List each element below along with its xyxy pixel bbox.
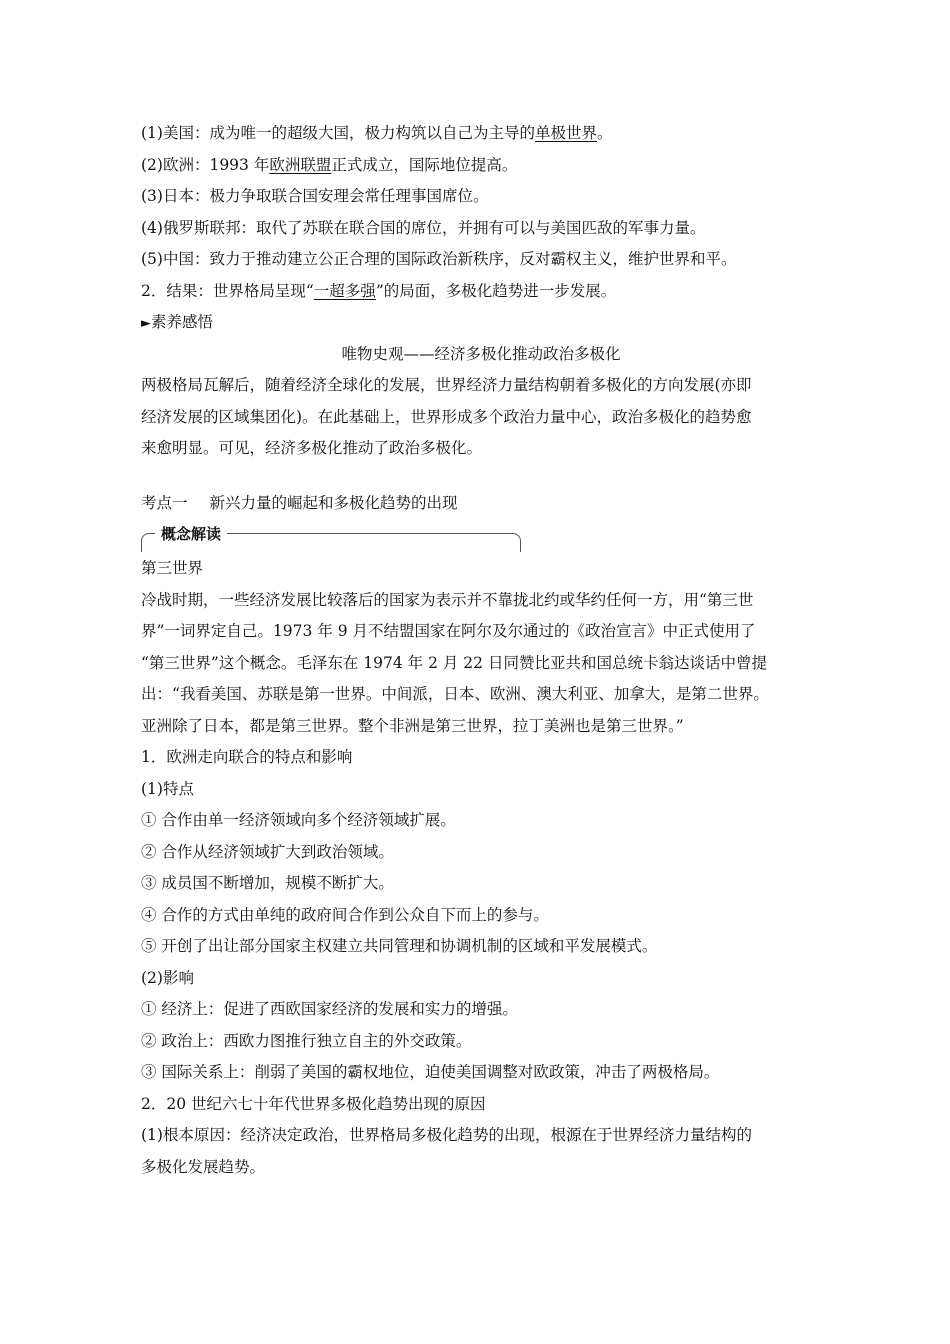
paragraph-line: “第三世界”这个概念。毛泽东在 1974 年 2 月 22 日同赞比亚共和国总统卡翁达谈话中曾提	[141, 653, 767, 672]
paragraph-line: 来愈明显。可见，经济多极化推动了政治多极化。	[141, 439, 483, 457]
kaodian-heading: 考点一 新兴力量的崛起和多极化趋势的出现	[141, 493, 458, 512]
list-item: ③ 国际关系上：削弱了美国的霸权地位，迫使美国调整对欧政策，冲击了两极格局。	[141, 1063, 720, 1081]
document-page	[141, 118, 821, 1183]
list-item: (1)美国：成为唯一的超级大国，极力构筑以自己为主导的单极世界。	[141, 124, 613, 142]
paragraph-line: 两极格局瓦解后，随着经济全球化的发展，世界经济力量结构朝着多极化的方向发展(亦即	[141, 376, 752, 394]
triangle-marker-icon: ►	[141, 316, 151, 331]
list-item: ② 合作从经济领域扩大到政治领域。	[141, 842, 394, 861]
list-item: ② 政治上：西欧力图推行独立自主的外交政策。	[141, 1031, 472, 1050]
list-item: 多极化发展趋势。	[141, 1157, 266, 1176]
list-item: (1)根本原因：经济决定政治，世界格局多极化趋势的出现，根源在于世界经济力量结构的	[141, 1126, 752, 1144]
third-world-title: 第三世界	[141, 559, 204, 577]
list-item: (2)影响	[141, 968, 194, 987]
paragraph-line: 冷战时期，一些经济发展比较落后的国家为表示并不靠拢北约或华约任何一方，用“第三世	[141, 590, 754, 609]
paragraph-line: 亚洲除了日本，都是第三世界。整个非洲是第三世界，拉丁美洲也是第三世界。”	[141, 716, 684, 735]
suyang-heading: ►素养感悟	[141, 313, 214, 331]
list-item: ④ 合作的方式由单纯的政府间合作到公众自下而上的参与。	[141, 905, 549, 924]
list-item: ③ 成员国不断增加，规模不断扩大。	[141, 874, 394, 892]
third-world-paragraph	[141, 585, 821, 743]
concept-box-label: 概念解读	[155, 523, 227, 545]
body-list	[141, 742, 821, 1183]
underlined-term: 欧洲联盟	[269, 155, 332, 174]
suyang-paragraph	[141, 370, 821, 465]
list-item: (1)特点	[141, 779, 194, 798]
list-item: (5)中国：致力于推动建立公正合理的国际政治新秩序，反对霸权主义，维护世界和平。	[141, 250, 737, 268]
underlined-term: 单极世界	[534, 124, 597, 142]
list-item: 2．结果：世界格局呈现“一超多强”的局面，多极化趋势进一步发展。	[141, 281, 617, 300]
list-item: ① 经济上：促进了西欧国家经济的发展和实力的增强。	[141, 1000, 518, 1018]
concept-box	[141, 523, 821, 553]
list-item: (4)俄罗斯联邦：取代了苏联在联合国的席位，并拥有可以与美国匹敌的军事力量。	[141, 218, 706, 237]
spacer	[141, 465, 821, 488]
paragraph-line: 经济发展的区域集团化)。在此基础上，世界形成多个政治力量中心，政治多极化的趋势愈	[141, 407, 752, 426]
paragraph-line: 出：“我看美国、苏联是第一世界。中间派，日本、欧洲、澳大利亚、加拿大，是第二世界。	[141, 685, 769, 703]
list-item: (3)日本：极力争取联合国安理会常任理事国席位。	[141, 187, 489, 205]
top-list	[141, 118, 821, 307]
list-item: 1．欧洲走向联合的特点和影响	[141, 748, 353, 766]
underlined-term: 一超多强	[313, 281, 376, 300]
list-item: ⑤ 开创了出让部分国家主权建立共同管理和协调机制的区域和平发展模式。	[141, 937, 658, 955]
list-item: 2．20 世纪六七十年代世界多极化趋势出现的原因	[141, 1094, 486, 1113]
suyang-subtitle: 唯物史观——经济多极化推动政治多极化	[341, 344, 621, 363]
list-item: (2)欧洲：1993 年欧洲联盟正式成立，国际地位提高。	[141, 155, 518, 174]
paragraph-line: 界”一词界定自己。1973 年 9 月不结盟国家在阿尔及尔通过的《政治宣言》中正式使用了	[141, 622, 756, 640]
list-item: ① 合作由单一经济领域向多个经济领域扩展。	[141, 811, 456, 829]
